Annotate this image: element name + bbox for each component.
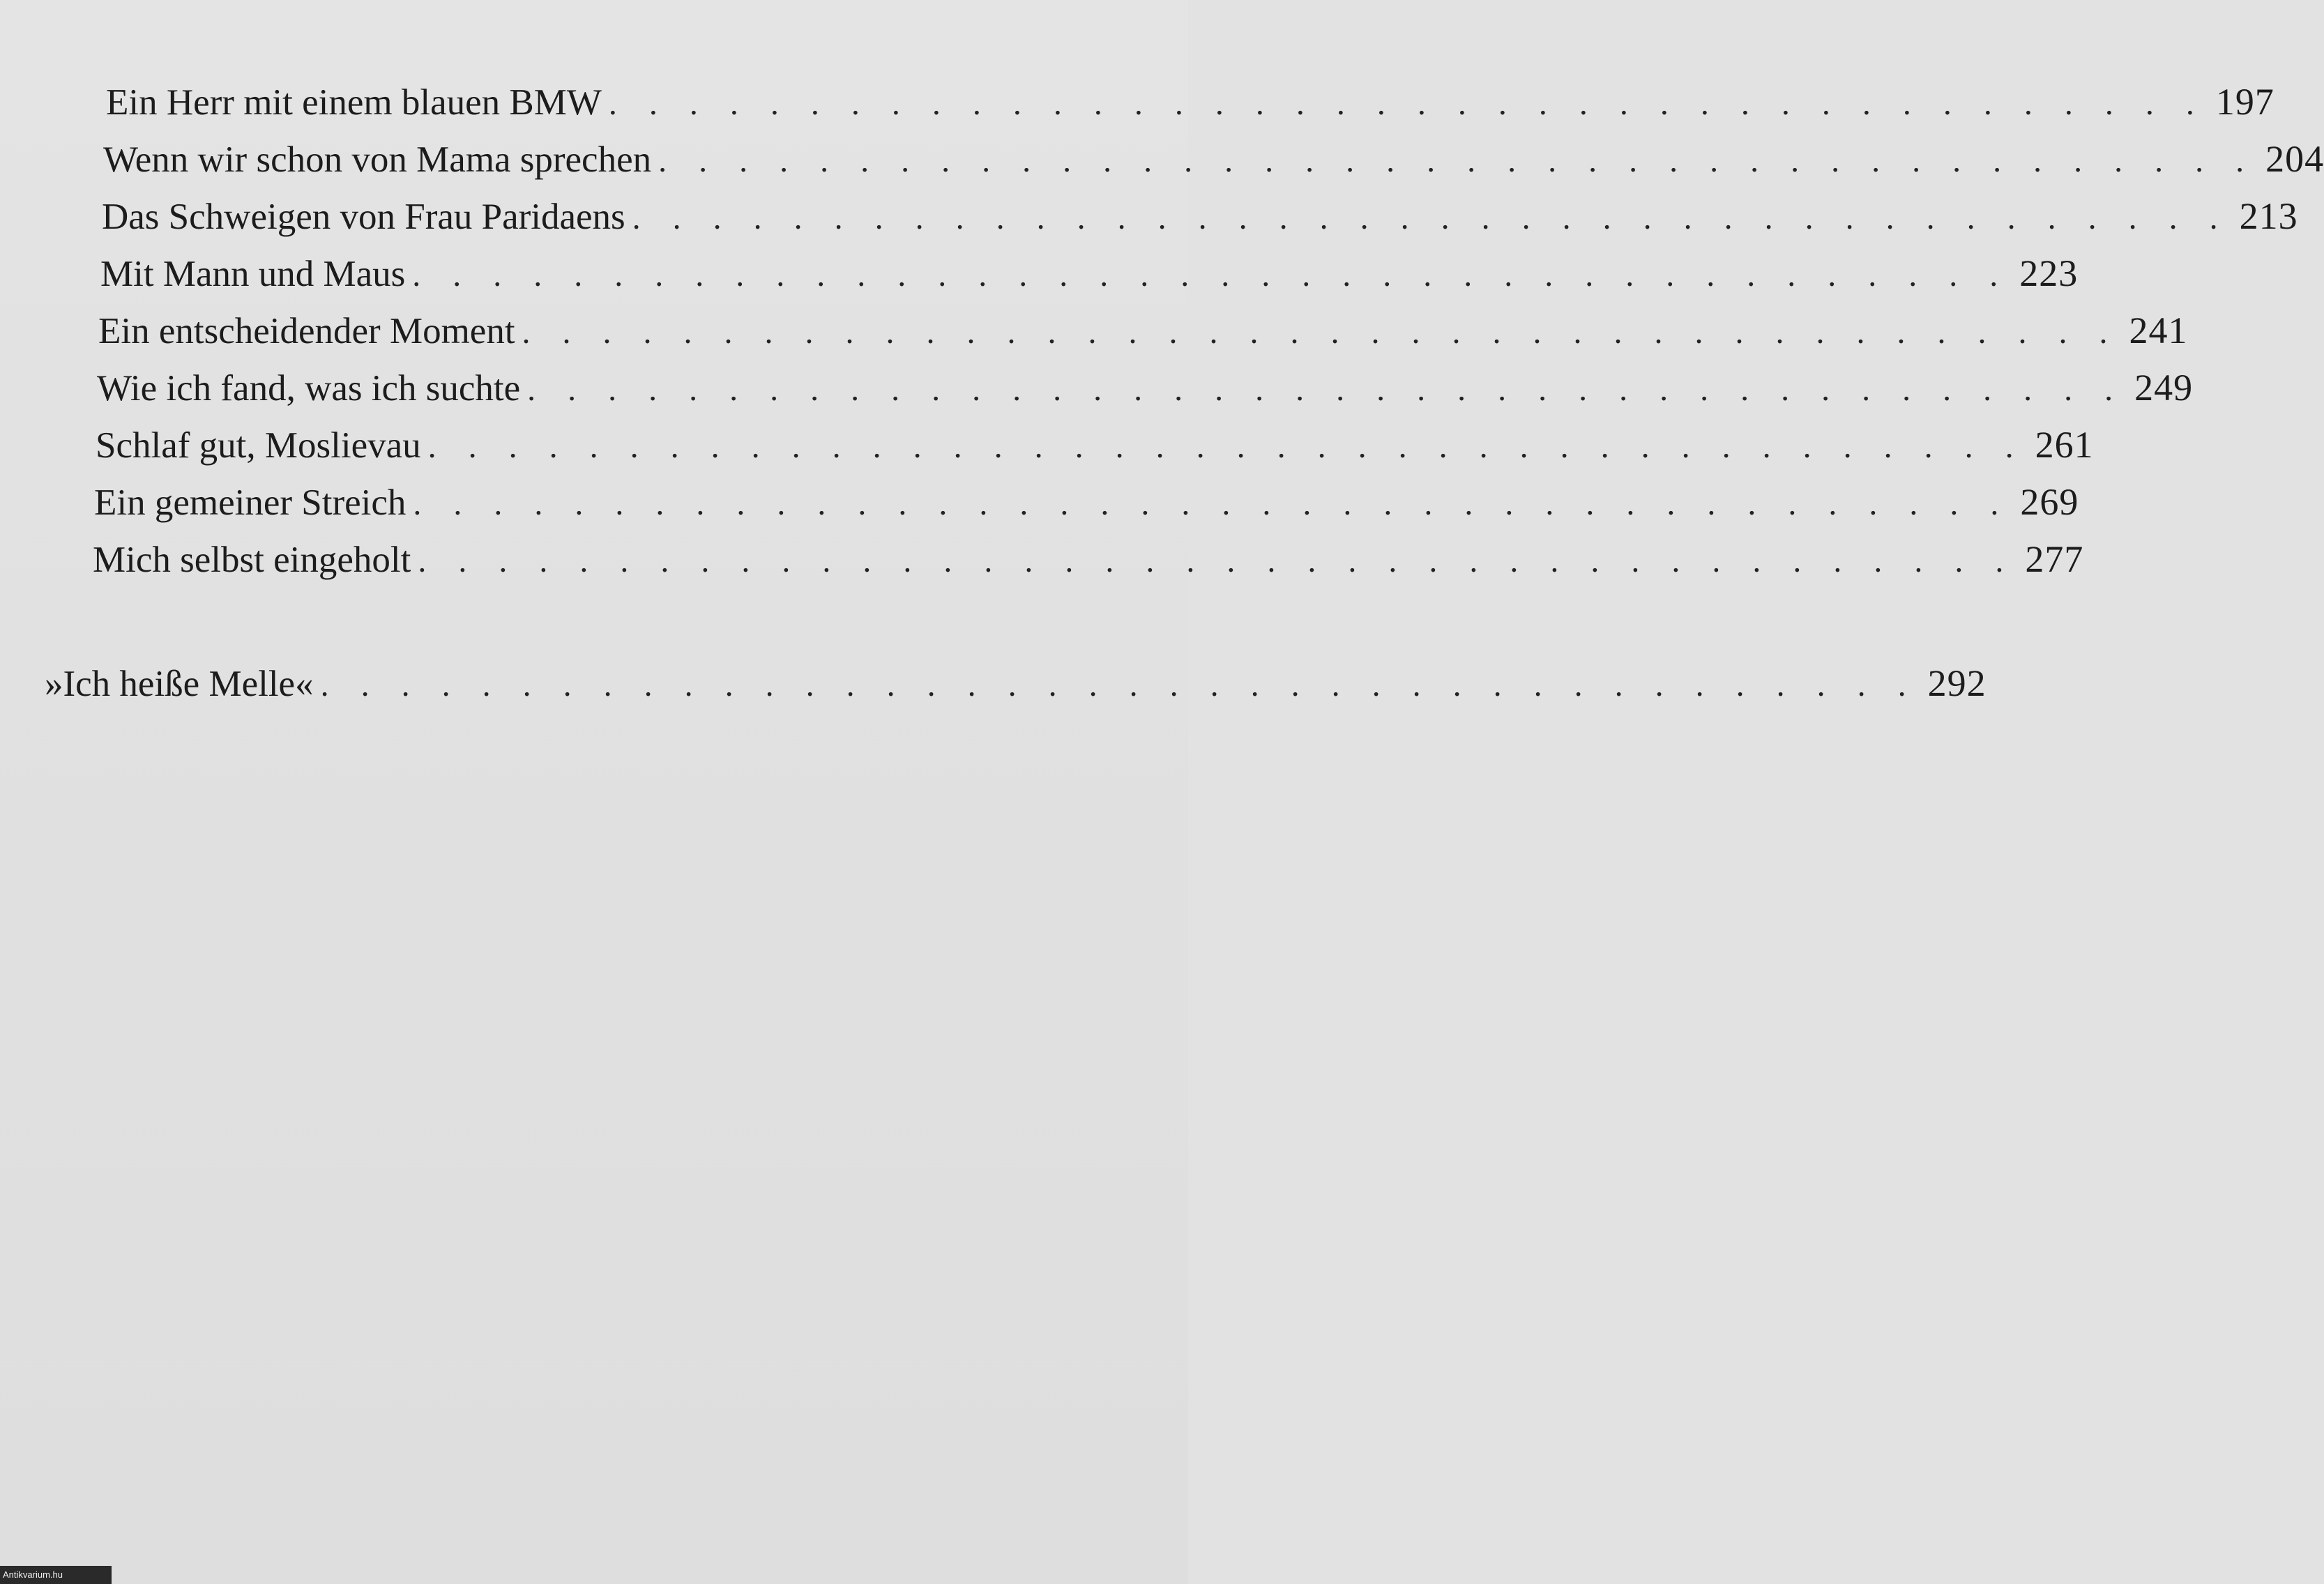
toc-dot-leader: . . . . . . . . . . . . . . . . . . . . . . . . . . . . . . . . . . . . . . . . xyxy=(608,85,2206,122)
toc-entry xyxy=(98,303,2188,358)
toc-dot-leader: . . . . . . . . . . . . . . . . . . . . . . . . . . . . . . . . . . . . . . . . xyxy=(522,314,2120,351)
toc-entry-title: Ein Herr mit einem blauen BMW xyxy=(106,82,602,123)
watermark-label: Antikvarium.hu xyxy=(0,1566,112,1584)
toc-entry-page: 269 xyxy=(2020,481,2079,523)
toc-entry-title: Ein entscheidender Moment xyxy=(98,311,515,351)
toc-entry-page: 249 xyxy=(2134,367,2194,409)
toc-dot-leader: . . . . . . . . . . . . . . . . . . . . . . . . . . . . . . . . . . . . . . . . xyxy=(658,142,2256,179)
toc-entry xyxy=(93,531,2084,587)
toc-entry-title: »Ich heiße Melle« xyxy=(45,664,314,704)
toc-entry-page: 261 xyxy=(2035,424,2094,466)
toc-dot-leader: . . . . . . . . . . . . . . . . . . . . . . . . . . . . . . . . . . . . . . . . xyxy=(632,199,2230,236)
toc-dot-leader: . . . . . . . . . . . . . . . . . . . . . . . . . . . . . . . . . . . . . . . . xyxy=(412,257,2010,294)
toc-entry-page: 277 xyxy=(2025,538,2084,580)
toc-entry-page: 213 xyxy=(2239,195,2298,237)
toc-entry-page: 292 xyxy=(1927,662,1987,704)
toc-entry xyxy=(94,474,2079,530)
toc-entry-page: 223 xyxy=(2019,252,2079,294)
toc-entry-page: 241 xyxy=(2129,310,2188,351)
toc-entry xyxy=(100,245,2079,301)
toc-dot-leader: . . . . . . . . . . . . . . . . . . . . . . . . . . . . . . . . . . . . . . . . xyxy=(320,667,1918,703)
toc-dot-leader: . . . . . . . . . . . . . . . . . . . . . . . . . . . . . . . . . . . . . . . . xyxy=(413,485,2011,522)
toc-entry xyxy=(103,131,2324,187)
toc-entry xyxy=(45,655,1987,711)
toc-entry-title: Ein gemeiner Streich xyxy=(94,482,407,523)
toc-dot-leader: . . . . . . . . . . . . . . . . . . . . . . . . . . . . . . . . . . . . . . . . xyxy=(427,428,2026,465)
toc-entry-page: 197 xyxy=(2215,81,2274,123)
toc-entry-title: Wenn wir schon von Mama sprechen xyxy=(103,139,652,180)
toc-entry xyxy=(96,417,2094,473)
toc-entry xyxy=(106,74,2274,130)
toc-entry-page: 204 xyxy=(2265,138,2324,180)
toc-dot-leader: . . . . . . . . . . . . . . . . . . . . . . . . . . . . . . . . . . . . . . . . xyxy=(418,542,2016,579)
table-of-contents xyxy=(0,0,2324,767)
toc-dot-leader: . . . . . . . . . . . . . . . . . . . . . . . . . . . . . . . . . . . . . . . . xyxy=(527,371,2125,408)
toc-entry-title: Mich selbst eingeholt xyxy=(93,540,411,580)
toc-entry-title: Mit Mann und Maus xyxy=(100,254,406,294)
toc-entry-title: Schlaf gut, Moslievau xyxy=(96,425,421,466)
toc-entry-title: Wie ich fand, was ich suchte xyxy=(97,368,521,409)
toc-entry xyxy=(102,188,2298,244)
toc-entry xyxy=(97,360,2194,416)
toc-entry-title: Das Schweigen von Frau Paridaens xyxy=(102,197,625,237)
